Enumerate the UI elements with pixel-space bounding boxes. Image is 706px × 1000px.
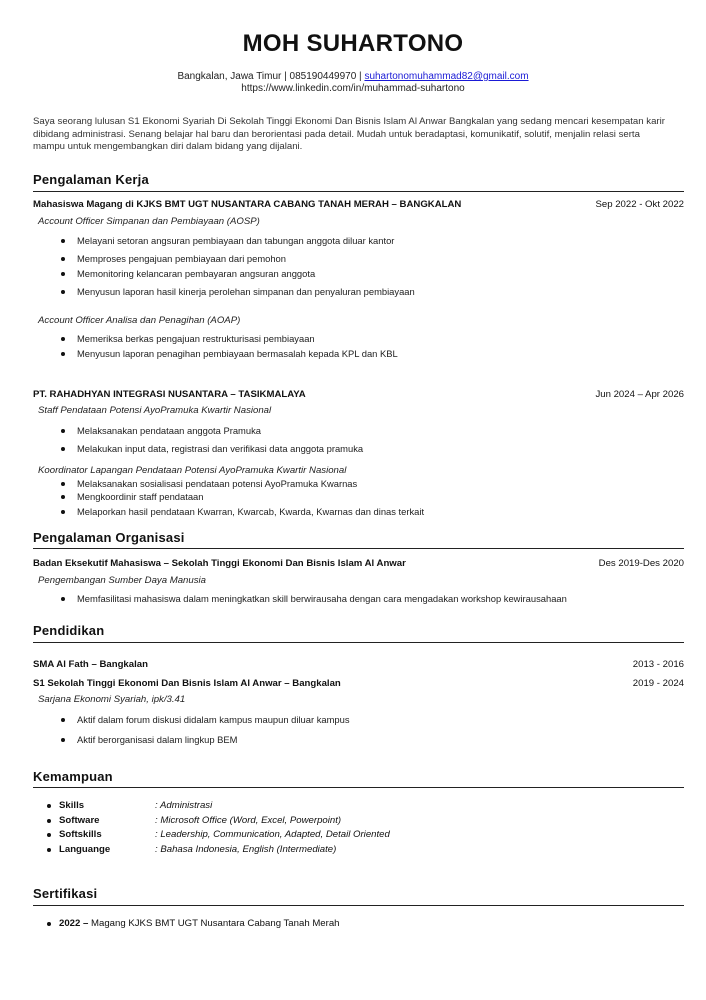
school-name: S1 Sekolah Tinggi Ekonomi Dan Bisnis Islam Al Anwar – Bangkalan: [33, 678, 341, 689]
education-row: [33, 659, 684, 671]
list-item: Menyusun laporan hasil kinerja perolehan simpanan dan penyaluran pembiayaan: [77, 286, 415, 297]
list-item: Menyusun laporan penagihan pembiayaan bermasalah kepada KPL dan KBL: [77, 348, 398, 359]
skill-value: : Bahasa Indonesia, English (Intermediate): [155, 844, 337, 855]
job-role: Staff Pendataan Potensi AyoPramuka Kwartir Nasional: [38, 405, 272, 416]
list-item: Memeriksa berkas pengajuan restrukturisasi pembiayaan: [77, 333, 315, 344]
certification-item: [59, 918, 340, 930]
skill-key: Skills: [59, 800, 85, 811]
school-dates: 2013 - 2016: [632, 659, 684, 670]
linkedin-url[interactable]: https://www.linkedin.com/in/muhammad-suhartono: [241, 83, 465, 94]
summary-paragraph: Saya seorang lulusan S1 Ekonomi Syariah Di Sekolah Tinggi Ekonomi Dan Bisnis Islam Al Anwar Bangkalan yang sedang mencari kesempatan karir dibidang administrasi. Senang belajar hal baru dan berorientasi pada detail. Mudah untuk beradaptasi, komunikatif, solutif, menjalin relasi serta mampu untuk mengembangkan diri dalam bidang yang dijalani.: [33, 116, 665, 152]
section-title-certification: Sertifikasi: [33, 886, 98, 901]
candidate-name: MOH SUHARTONO: [242, 30, 464, 57]
org-header: [33, 558, 684, 570]
list-item: Melaporkan hasil pendataan Kwarran, Kwarcab, Kwarda, Kwarnas dan dinas terkait: [77, 506, 425, 517]
section-divider: [33, 191, 684, 192]
email-link[interactable]: suhartonomuhammad82@gmail.com: [364, 71, 529, 82]
org-name: Badan Eksekutif Mahasiswa – Sekolah Tinggi Ekonomi Dan Bisnis Islam Al Anwar: [33, 558, 406, 569]
job-header: [33, 199, 684, 211]
list-item: Mengkoordinir staff pendataan: [77, 491, 204, 502]
section-divider: [33, 548, 684, 549]
job-role: Account Officer Analisa dan Penagihan (AOAP): [38, 315, 241, 326]
skill-value: : Administrasi: [155, 800, 213, 811]
list-item: Melaksanakan sosialisasi pendataan potensi AyoPramuka Kwarnas: [77, 478, 358, 489]
skill-item: [59, 815, 341, 827]
section-title-experience: Pengalaman Kerja: [33, 172, 149, 187]
degree: Sarjana Ekonomi Syariah, ipk/3.41: [38, 694, 186, 705]
job-dates: Jun 2024 – Apr 2026: [595, 389, 684, 400]
list-item: Memproses pengajuan pembiayaan dari pemohon: [77, 253, 286, 264]
skill-key: Software: [59, 815, 100, 826]
section-title-organization: Pengalaman Organisasi: [33, 530, 185, 545]
list-item: Memonitoring kelancaran pembayaran angsuran anggota: [77, 268, 316, 279]
skill-item: [59, 800, 212, 812]
skill-value: : Leadership, Communication, Adapted, Detail Oriented: [155, 829, 390, 840]
section-divider: [33, 905, 684, 906]
list-item: Memfasilitasi mahasiswa dalam meningkatkan skill berwirausaha dengan cara mengadakan workshop kewirausahaan: [77, 593, 567, 604]
section-divider: [33, 642, 684, 643]
job-role: Account Officer Simpanan dan Pembiayaan (AOSP): [38, 216, 260, 227]
org-role: Pengembangan Sumber Daya Manusia: [38, 575, 206, 586]
list-item: Melayani setoran angsuran pembiayaan dan tabungan anggota diluar kantor: [77, 235, 395, 246]
certification-year: 2022 –: [59, 918, 89, 929]
job-header: [33, 389, 684, 401]
job-role: Koordinator Lapangan Pendataan Potensi AyoPramuka Kwartir Nasional: [38, 465, 347, 476]
school-name: SMA Al Fath – Bangkalan: [33, 659, 148, 670]
job-company: PT. RAHADHYAN INTEGRASI NUSANTARA – TASIKMALAYA: [33, 389, 306, 400]
skill-item: [59, 844, 336, 856]
section-title-education: Pendidikan: [33, 623, 105, 638]
contact-line: Bangkalan, Jawa Timur | 085190449970 |: [177, 71, 362, 82]
list-item: Aktif dalam forum diskusi didalam kampus maupun diluar kampus: [77, 714, 350, 725]
skill-value: : Microsoft Office (Word, Excel, Powerpoint): [155, 815, 342, 826]
contact-info: [0, 71, 706, 95]
school-dates: 2019 - 2024: [632, 678, 684, 689]
list-item: Aktif berorganisasi dalam lingkup BEM: [77, 734, 238, 745]
skill-item: [59, 829, 390, 841]
list-item: Melakukan input data, registrasi dan verifikasi data anggota pramuka: [77, 443, 364, 454]
certification-text: Magang KJKS BMT UGT Nusantara Cabang Tanah Merah: [88, 918, 340, 929]
section-title-skills: Kemampuan: [33, 769, 113, 784]
list-item: Melaksanakan pendataan anggota Pramuka: [77, 425, 261, 436]
org-dates: Des 2019-Des 2020: [598, 558, 684, 569]
job-company: Mahasiswa Magang di KJKS BMT UGT NUSANTARA CABANG TANAH MERAH – BANGKALAN: [33, 199, 462, 210]
section-divider: [33, 787, 684, 788]
skill-key: Softskills: [59, 829, 102, 840]
education-row: [33, 678, 684, 690]
skill-key: Languange: [59, 844, 111, 855]
job-dates: Sep 2022 - Okt 2022: [595, 199, 684, 210]
